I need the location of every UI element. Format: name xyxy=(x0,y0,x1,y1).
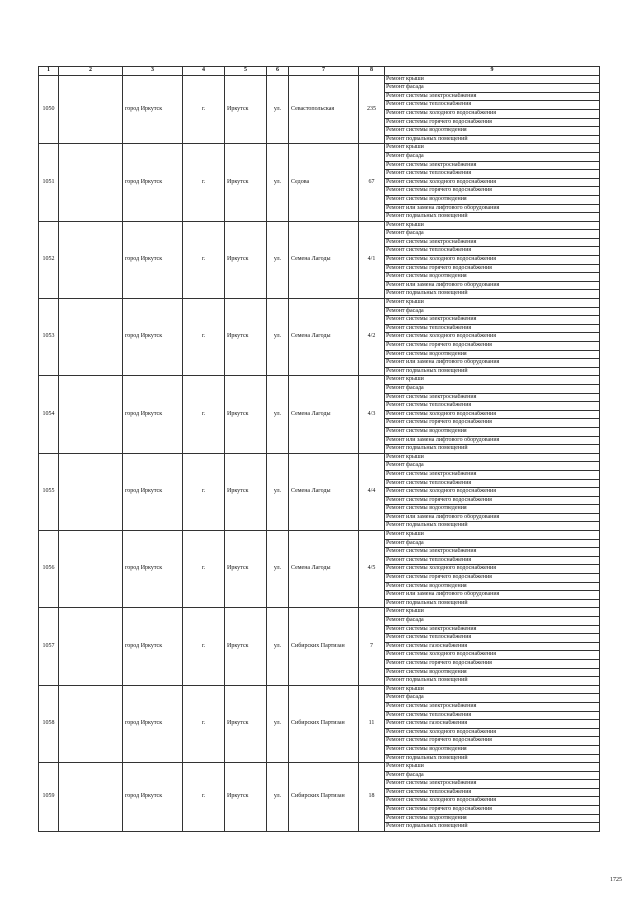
work-type-cell: Ремонт подвальных помещений xyxy=(385,367,600,376)
empty-cell xyxy=(59,144,123,221)
table-row xyxy=(39,685,600,694)
house-number-cell: 4/5 xyxy=(359,531,385,608)
street-type-cell: ул. xyxy=(267,299,289,376)
work-type-cell: Ремонт фасада xyxy=(385,771,600,780)
column-header: 7 xyxy=(289,67,359,76)
municipality-cell: город Иркутск xyxy=(123,75,183,144)
work-type-cell: Ремонт системы газоснабжения xyxy=(385,720,600,729)
work-type-cell: Ремонт системы теплоснабжения xyxy=(385,324,600,333)
street-cell: Сибирских Партизан xyxy=(289,685,359,762)
street-type-cell: ул. xyxy=(267,75,289,144)
column-header: 6 xyxy=(267,67,289,76)
work-type-cell: Ремонт крыши xyxy=(385,221,600,230)
work-type-cell: Ремонт подвальных помещений xyxy=(385,522,600,531)
work-type-cell: Ремонт системы теплоснабжения xyxy=(385,556,600,565)
column-header: 3 xyxy=(123,67,183,76)
work-type-cell: Ремонт системы водоотведения xyxy=(385,745,600,754)
work-type-cell: Ремонт системы водоотведения xyxy=(385,350,600,359)
street-type-cell: ул. xyxy=(267,685,289,762)
table-row xyxy=(39,144,600,153)
municipality-cell: город Иркутск xyxy=(123,299,183,376)
work-type-cell: Ремонт системы водоотведения xyxy=(385,668,600,677)
table-header-row xyxy=(39,67,600,76)
work-type-cell: Ремонт фасада xyxy=(385,152,600,161)
work-type-cell: Ремонт фасада xyxy=(385,230,600,239)
table-row xyxy=(39,763,600,772)
settlement-type-cell: г. xyxy=(183,531,225,608)
table-row xyxy=(39,75,600,84)
work-type-cell: Ремонт системы водоотведения xyxy=(385,427,600,436)
street-type-cell: ул. xyxy=(267,144,289,221)
work-type-cell: Ремонт системы теплоснабжения xyxy=(385,634,600,643)
house-number-cell: 4/4 xyxy=(359,453,385,530)
work-type-cell: Ремонт системы электроснабжения xyxy=(385,161,600,170)
work-type-cell: Ремонт системы электроснабжения xyxy=(385,548,600,557)
settlement-type-cell: г. xyxy=(183,299,225,376)
work-type-cell: Ремонт системы теплоснабжения xyxy=(385,788,600,797)
work-type-cell: Ремонт крыши xyxy=(385,453,600,462)
column-header: 4 xyxy=(183,67,225,76)
house-number-cell: 18 xyxy=(359,763,385,832)
empty-cell xyxy=(59,299,123,376)
work-type-cell: Ремонт крыши xyxy=(385,144,600,153)
work-type-cell: Ремонт системы электроснабжения xyxy=(385,470,600,479)
settlement-type-cell: г. xyxy=(183,685,225,762)
empty-cell xyxy=(59,376,123,453)
municipality-cell: город Иркутск xyxy=(123,221,183,298)
work-type-cell: Ремонт системы горячего водоснабжения xyxy=(385,659,600,668)
street-cell: Семена Лагоды xyxy=(289,221,359,298)
work-type-cell: Ремонт подвальных помещений xyxy=(385,677,600,686)
work-type-cell: Ремонт системы горячего водоснабжения xyxy=(385,806,600,815)
work-type-cell: Ремонт системы электроснабжения xyxy=(385,316,600,325)
empty-cell xyxy=(59,608,123,685)
settlement-type-cell: г. xyxy=(183,453,225,530)
work-type-cell: Ремонт системы холодного водоснабжения xyxy=(385,651,600,660)
work-type-cell: Ремонт системы теплоснабжения xyxy=(385,170,600,179)
work-type-cell: Ремонт системы водоотведения xyxy=(385,505,600,514)
settlement-type-cell: г. xyxy=(183,376,225,453)
work-type-cell: Ремонт системы электроснабжения xyxy=(385,780,600,789)
settlement-cell: Иркутск xyxy=(225,299,267,376)
row-number: 1056 xyxy=(39,531,59,608)
street-type-cell: ул. xyxy=(267,376,289,453)
work-type-cell: Ремонт фасада xyxy=(385,307,600,316)
work-type-cell: Ремонт фасада xyxy=(385,617,600,626)
work-type-cell: Ремонт фасада xyxy=(385,384,600,393)
work-type-cell: Ремонт системы водоотведения xyxy=(385,195,600,204)
column-header: 5 xyxy=(225,67,267,76)
page-number: 1725 xyxy=(610,877,622,883)
table-row xyxy=(39,453,600,462)
work-type-cell: Ремонт системы электроснабжения xyxy=(385,92,600,101)
settlement-cell: Иркутск xyxy=(225,531,267,608)
table-body xyxy=(39,67,600,832)
street-cell: Сибирских Партизан xyxy=(289,608,359,685)
row-number: 1054 xyxy=(39,376,59,453)
work-type-cell: Ремонт подвальных помещений xyxy=(385,290,600,299)
work-type-cell: Ремонт фасада xyxy=(385,462,600,471)
row-number: 1050 xyxy=(39,75,59,144)
work-type-cell: Ремонт системы холодного водоснабжения xyxy=(385,728,600,737)
work-type-cell: Ремонт системы холодного водоснабжения xyxy=(385,565,600,574)
work-type-cell: Ремонт фасада xyxy=(385,539,600,548)
work-type-cell: Ремонт системы горячего водоснабжения xyxy=(385,342,600,351)
work-type-cell: Ремонт или замена лифтового оборудования xyxy=(385,281,600,290)
work-type-cell: Ремонт системы водоотведения xyxy=(385,582,600,591)
work-type-cell: Ремонт крыши xyxy=(385,608,600,617)
work-type-cell: Ремонт системы холодного водоснабжения xyxy=(385,333,600,342)
table-row xyxy=(39,376,600,385)
street-cell: Сибирских Партизан xyxy=(289,763,359,832)
street-cell: Севастопольская xyxy=(289,75,359,144)
empty-cell xyxy=(59,221,123,298)
work-type-cell: Ремонт подвальных помещений xyxy=(385,445,600,454)
work-type-cell: Ремонт системы горячего водоснабжения xyxy=(385,419,600,428)
municipality-cell: город Иркутск xyxy=(123,453,183,530)
settlement-type-cell: г. xyxy=(183,763,225,832)
work-type-cell: Ремонт системы теплоснабжения xyxy=(385,402,600,411)
work-type-cell: Ремонт системы холодного водоснабжения xyxy=(385,109,600,118)
house-number-cell: 4/3 xyxy=(359,376,385,453)
column-header: 8 xyxy=(359,67,385,76)
house-number-cell: 67 xyxy=(359,144,385,221)
work-type-cell: Ремонт системы теплоснабжения xyxy=(385,101,600,110)
row-number: 1058 xyxy=(39,685,59,762)
work-type-cell: Ремонт или замена лифтового оборудования xyxy=(385,359,600,368)
street-type-cell: ул. xyxy=(267,453,289,530)
street-cell: Семена Лагоды xyxy=(289,376,359,453)
row-number: 1053 xyxy=(39,299,59,376)
work-type-cell: Ремонт системы электроснабжения xyxy=(385,238,600,247)
empty-cell xyxy=(59,685,123,762)
work-type-cell: Ремонт фасада xyxy=(385,694,600,703)
repair-registry-table xyxy=(38,66,600,832)
municipality-cell: город Иркутск xyxy=(123,763,183,832)
work-type-cell: Ремонт крыши xyxy=(385,685,600,694)
work-type-cell: Ремонт крыши xyxy=(385,75,600,84)
work-type-cell: Ремонт или замена лифтового оборудования xyxy=(385,204,600,213)
settlement-type-cell: г. xyxy=(183,75,225,144)
settlement-cell: Иркутск xyxy=(225,376,267,453)
work-type-cell: Ремонт системы электроснабжения xyxy=(385,393,600,402)
settlement-cell: Иркутск xyxy=(225,608,267,685)
street-cell: Семена Лагоды xyxy=(289,299,359,376)
work-type-cell: Ремонт системы холодного водоснабжения xyxy=(385,178,600,187)
empty-cell xyxy=(59,531,123,608)
work-type-cell: Ремонт системы теплоснабжения xyxy=(385,479,600,488)
work-type-cell: Ремонт системы горячего водоснабжения xyxy=(385,187,600,196)
work-type-cell: Ремонт системы холодного водоснабжения xyxy=(385,256,600,265)
row-number: 1052 xyxy=(39,221,59,298)
settlement-type-cell: г. xyxy=(183,144,225,221)
street-cell: Семена Лагоды xyxy=(289,453,359,530)
settlement-type-cell: г. xyxy=(183,608,225,685)
row-number: 1055 xyxy=(39,453,59,530)
column-header: 9 xyxy=(385,67,600,76)
house-number-cell: 11 xyxy=(359,685,385,762)
work-type-cell: Ремонт системы холодного водоснабжения xyxy=(385,410,600,419)
work-type-cell: Ремонт подвальных помещений xyxy=(385,599,600,608)
house-number-cell: 4/2 xyxy=(359,299,385,376)
settlement-cell: Иркутск xyxy=(225,144,267,221)
work-type-cell: Ремонт или замена лифтового оборудования xyxy=(385,591,600,600)
street-cell: Седова xyxy=(289,144,359,221)
work-type-cell: Ремонт системы электроснабжения xyxy=(385,625,600,634)
work-type-cell: Ремонт системы горячего водоснабжения xyxy=(385,737,600,746)
work-type-cell: Ремонт системы водоотведения xyxy=(385,273,600,282)
settlement-type-cell: г. xyxy=(183,221,225,298)
settlement-cell: Иркутск xyxy=(225,75,267,144)
work-type-cell: Ремонт системы газоснабжения xyxy=(385,642,600,651)
work-type-cell: Ремонт подвальных помещений xyxy=(385,823,600,832)
work-type-cell: Ремонт системы теплоснабжения xyxy=(385,247,600,256)
municipality-cell: город Иркутск xyxy=(123,531,183,608)
street-cell: Семена Лагоды xyxy=(289,531,359,608)
work-type-cell: Ремонт крыши xyxy=(385,763,600,772)
work-type-cell: Ремонт системы горячего водоснабжения xyxy=(385,496,600,505)
municipality-cell: город Иркутск xyxy=(123,144,183,221)
work-type-cell: Ремонт крыши xyxy=(385,299,600,308)
table-row xyxy=(39,531,600,540)
table-row xyxy=(39,221,600,230)
work-type-cell: Ремонт системы водоотведения xyxy=(385,127,600,136)
work-type-cell: Ремонт фасада xyxy=(385,84,600,93)
work-type-cell: Ремонт крыши xyxy=(385,376,600,385)
row-number: 1057 xyxy=(39,608,59,685)
street-type-cell: ул. xyxy=(267,608,289,685)
work-type-cell: Ремонт системы холодного водоснабжения xyxy=(385,797,600,806)
settlement-cell: Иркутск xyxy=(225,763,267,832)
work-type-cell: Ремонт крыши xyxy=(385,531,600,540)
work-type-cell: Ремонт системы электроснабжения xyxy=(385,702,600,711)
work-type-cell: Ремонт системы теплоснабжения xyxy=(385,711,600,720)
work-type-cell: Ремонт системы холодного водоснабжения xyxy=(385,488,600,497)
work-type-cell: Ремонт системы горячего водоснабжения xyxy=(385,264,600,273)
row-number: 1059 xyxy=(39,763,59,832)
house-number-cell: 235 xyxy=(359,75,385,144)
street-type-cell: ул. xyxy=(267,763,289,832)
empty-cell xyxy=(59,453,123,530)
column-header: 1 xyxy=(39,67,59,76)
municipality-cell: город Иркутск xyxy=(123,685,183,762)
table-row xyxy=(39,608,600,617)
empty-cell xyxy=(59,75,123,144)
house-number-cell: 7 xyxy=(359,608,385,685)
settlement-cell: Иркутск xyxy=(225,685,267,762)
settlement-cell: Иркутск xyxy=(225,221,267,298)
work-type-cell: Ремонт подвальных помещений xyxy=(385,135,600,144)
work-type-cell: Ремонт подвальных помещений xyxy=(385,754,600,763)
work-type-cell: Ремонт системы водоотведения xyxy=(385,814,600,823)
house-number-cell: 4/1 xyxy=(359,221,385,298)
municipality-cell: город Иркутск xyxy=(123,376,183,453)
work-type-cell: Ремонт системы горячего водоснабжения xyxy=(385,118,600,127)
street-type-cell: ул. xyxy=(267,531,289,608)
empty-cell xyxy=(59,763,123,832)
work-type-cell: Ремонт или замена лифтового оборудования xyxy=(385,436,600,445)
table-row xyxy=(39,299,600,308)
municipality-cell: город Иркутск xyxy=(123,608,183,685)
work-type-cell: Ремонт или замена лифтового оборудования xyxy=(385,513,600,522)
row-number: 1051 xyxy=(39,144,59,221)
work-type-cell: Ремонт подвальных помещений xyxy=(385,213,600,222)
street-type-cell: ул. xyxy=(267,221,289,298)
settlement-cell: Иркутск xyxy=(225,453,267,530)
work-type-cell: Ремонт системы горячего водоснабжения xyxy=(385,574,600,583)
column-header: 2 xyxy=(59,67,123,76)
